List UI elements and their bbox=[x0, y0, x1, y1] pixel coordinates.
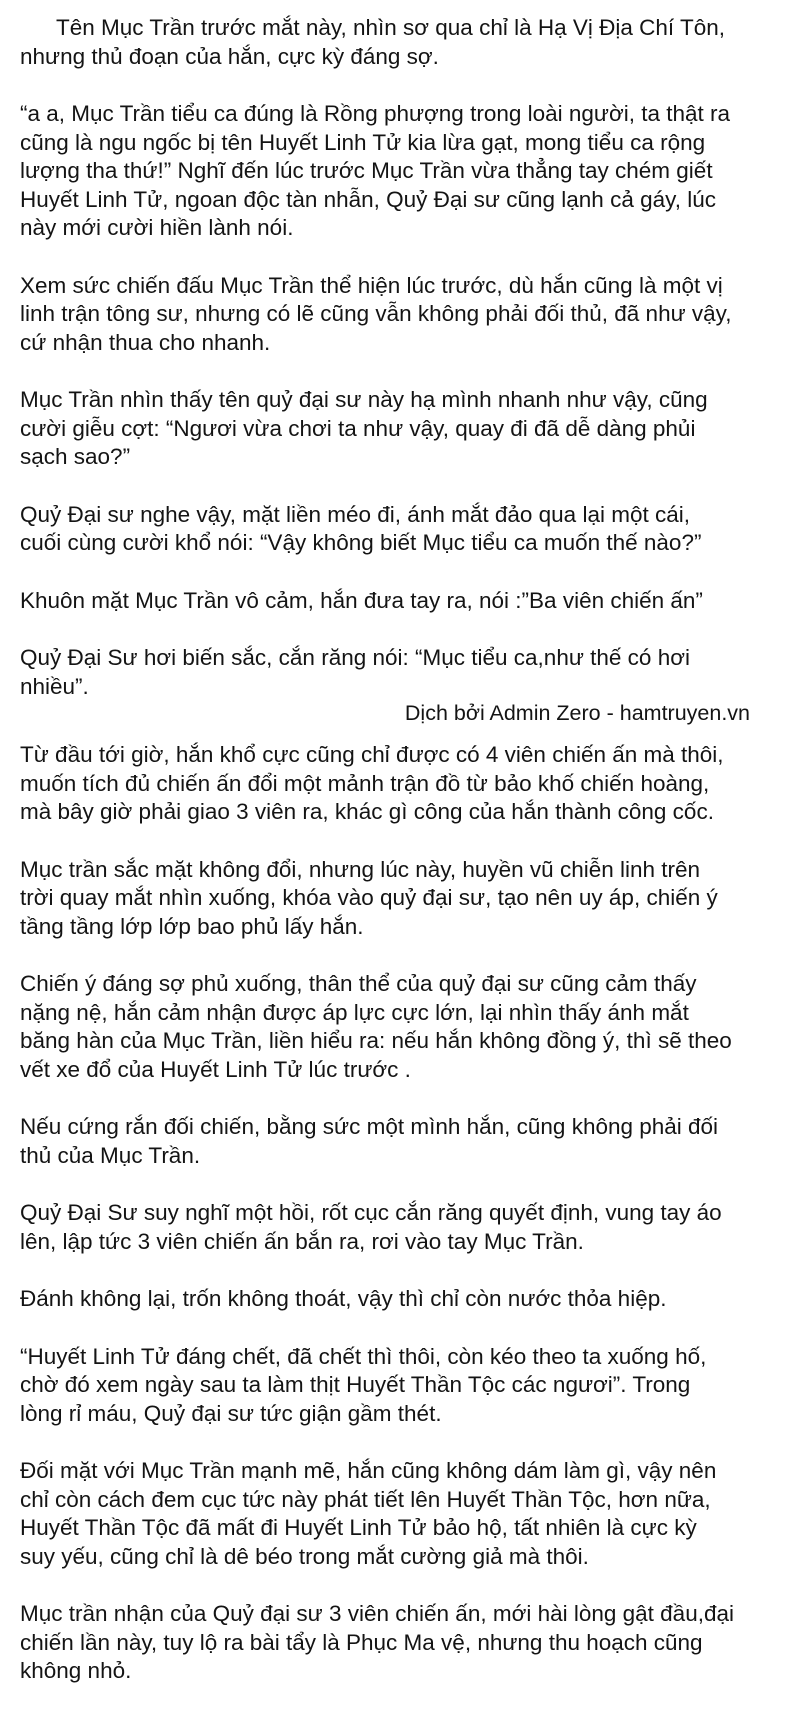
paragraph: Quỷ Đại Sư suy nghĩ một hồi, rốt cục cắn răng quyết định, vung tay áo lên, lập tức 3 viên chiến ấn bắn ra, rơi vào tay Mục Trần. bbox=[20, 1200, 722, 1254]
paragraph: Mục trần nhận của Quỷ đại sư 3 viên chiến ấn, mới hài lòng gật đầu,đại chiến lần này, tuy lộ ra bài tẩy là Phục Ma vệ, nhưng thu hoạch cũng không nhỏ. bbox=[20, 1601, 734, 1683]
paragraph: Quỷ Đại Sư hơi biến sắc, cắn răng nói: “Mục tiểu ca,như thế có hơi nhiều”. bbox=[20, 645, 690, 699]
paragraph: Mục Trần nhìn thấy tên quỷ đại sư này hạ mình nhanh như vậy, cũng cười giễu cợt: “Ngươi vừa chơi ta như vậy, quay đi đã dễ dàng phủi sạch sao?” bbox=[20, 387, 708, 469]
translator-credit: Dịch bởi Admin Zero - hamtruyen.vn bbox=[404, 701, 750, 725]
paragraph: Đối mặt với Mục Trần mạnh mẽ, hắn cũng không dám làm gì, vậy nên chỉ còn cách đem cục tức này phát tiết lên Huyết Thần Tộc, hơn nữa, Huyết Thần Tộc đã mất đi Huyết Linh Tử bảo hộ, tất nhiên là cực kỳ suy yếu, cũng chỉ là dê béo trong mắt cường giả mà thôi. bbox=[20, 1458, 717, 1569]
paragraph: “Huyết Linh Tử đáng chết, đã chết thì thôi, còn kéo theo ta xuống hố, chờ đó xem ngày sau ta làm thịt Huyết Thần Tộc các ngươi”. Trong lòng rỉ máu, Quỷ đại sư tức giận gầm thét. bbox=[20, 1343, 707, 1426]
paragraph: Khuôn mặt Mục Trần vô cảm, hắn đưa tay ra, nói :”Ba viên chiến ấn” bbox=[20, 587, 703, 613]
paragraph: Quỷ Đại sư nghe vậy, mặt liền méo đi, ánh mắt đảo qua lại một cái, cuối cùng cười khổ nói: “Vậy không biết Mục tiểu ca muốn thế nào?” bbox=[20, 501, 702, 555]
paragraph: “a a, Mục Trần tiểu ca đúng là Rồng phượng trong loài người, ta thật ra cũng là ngu ngốc bị tên Huyết Linh Tử kia lừa gạt, mong tiểu ca rộng lượng tha thứ!” Nghĩ đến lúc trước Mục Trần vừa thẳng tay chém giết Huyết Linh Tử, ngoan độc tàn nhẫn, Quỷ Đại sư cũng lạnh cả gáy, lúc này mới cười hiền lành nói. bbox=[20, 101, 731, 240]
paragraph: Mục trần sắc mặt không đổi, nhưng lúc này, huyền vũ chiễn linh trên trời quay mắt nhìn xuống, khóa vào quỷ đại sư, tạo nên uy áp, chiến ý tầng tầng lớp lớp bao phủ lấy hắn. bbox=[20, 856, 718, 939]
paragraph: Từ đầu tới giờ, hắn khổ cực cũng chỉ được có 4 viên chiến ấn mà thôi, muốn tích đủ chiến ấn đổi một mảnh trận đồ từ bảo khố chiến hoàng, mà bây giờ phải giao 3 viên ra, khác gì công của hắn thành công cốc. bbox=[20, 742, 724, 824]
paragraph: Chiến ý đáng sợ phủ xuống, thân thể của quỷ đại sư cũng cảm thấy nặng nệ, hắn cảm nhận được áp lực cực lớn, lại nhìn thấy ánh mắt băng hàn của Mục Trần, liền hiểu ra: nếu hắn không đồng ý, thì sẽ theo vết xe đổ của Huyết Linh Tử lúc trước . bbox=[20, 971, 732, 1082]
paragraph: Đánh không lại, trốn không thoát, vậy thì chỉ còn nước thỏa hiệp. bbox=[20, 1286, 667, 1311]
document-page bbox=[20, 14, 780, 1715]
paragraph: Tên Mục Trần trước mắt này, nhìn sơ qua chỉ là Hạ Vị Địa Chí Tôn, nhưng thủ đoạn của hắn, cực kỳ đáng sợ. bbox=[20, 15, 726, 69]
paragraph: Nếu cứng rắn đối chiến, bằng sức một mình hắn, cũng không phải đối thủ của Mục Trần. bbox=[20, 1114, 719, 1168]
paragraph: Xem sức chiến đấu Mục Trần thể hiện lúc trước, dù hắn cũng là một vị linh trận tông sư, nhưng có lẽ cũng vẫn không phải đối thủ, đã như vậy, cứ nhận thua cho nhanh. bbox=[20, 272, 732, 355]
